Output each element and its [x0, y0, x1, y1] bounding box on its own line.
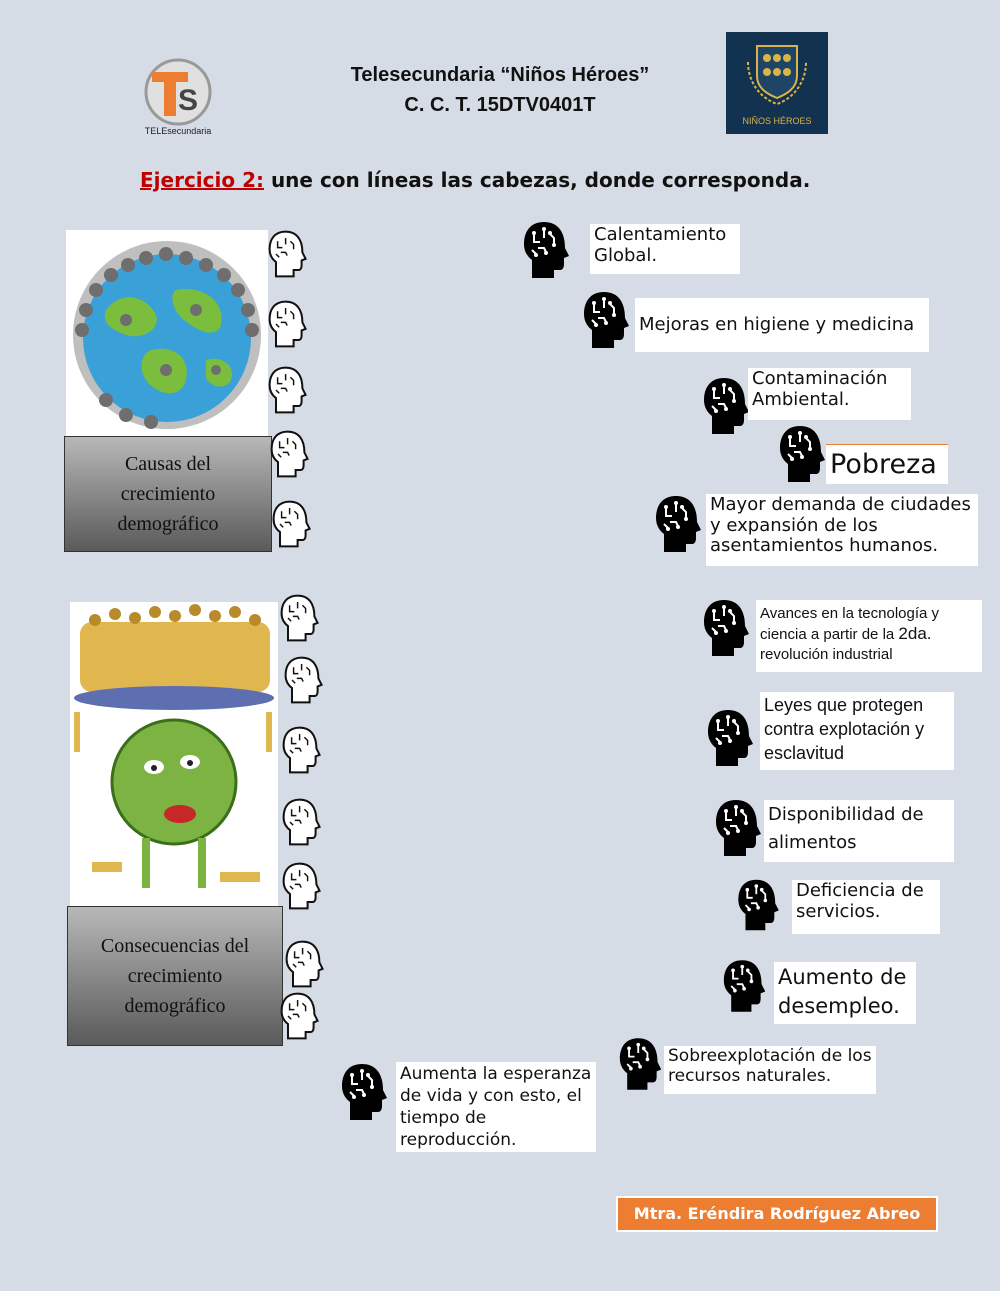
item-contaminacion: Contaminación Ambiental. [748, 368, 911, 420]
head-solid-icon[interactable] [654, 494, 704, 554]
page-title [250, 60, 750, 120]
item-calentamiento: Calentamiento Global. [590, 224, 740, 274]
head-solid-icon[interactable] [702, 598, 752, 658]
causes-label: Causas del crecimiento demográfico [117, 453, 219, 535]
head-solid-icon[interactable] [714, 798, 764, 858]
overpopulation-cartoon-image [70, 602, 278, 906]
head-solid-icon[interactable] [736, 878, 782, 932]
item-sobreexplotacion: Sobreexplotación de los recursos naturales. [664, 1046, 876, 1094]
author-badge: Mtra. Eréndira Rodríguez Abreo [616, 1196, 938, 1232]
ninos-heroes-logo-text: NIÑOS HÉROES [742, 116, 812, 126]
head-solid-icon[interactable] [618, 1036, 664, 1092]
head-outline-icon[interactable] [272, 500, 312, 548]
head-outline-icon[interactable] [282, 862, 322, 910]
head-solid-icon[interactable] [722, 958, 768, 1014]
head-outline-icon[interactable] [280, 594, 320, 642]
head-solid-icon[interactable] [702, 376, 752, 436]
head-solid-icon[interactable] [778, 424, 828, 484]
school-cct: C. C. T. 15DTV0401T [404, 94, 596, 116]
causes-box [64, 436, 272, 552]
globe-icon [66, 230, 268, 436]
ts-logo-icon [138, 58, 218, 126]
overpopulated-globe-image [66, 230, 268, 436]
item-avances-2da: 2da. [898, 624, 932, 643]
head-outline-icon[interactable] [284, 656, 324, 704]
head-outline-icon[interactable] [268, 366, 308, 414]
item-demanda-ciudades: Mayor demanda de ciudades y expansión de los asentamientos humanos. [706, 494, 978, 566]
item-servicios: Deficiencia de servicios. [792, 880, 940, 934]
ninos-heroes-logo [726, 32, 828, 134]
item-desempleo: Aumento de desempleo. [774, 962, 916, 1024]
shield-icon [726, 32, 828, 112]
head-solid-icon[interactable] [522, 220, 572, 280]
school-name: Telesecundaria “Niños Héroes” [350, 64, 650, 86]
cartoon-earth-icon [70, 602, 278, 906]
head-outline-icon[interactable] [268, 300, 308, 348]
exercise-label: Ejercicio 2: [140, 168, 264, 192]
item-avances [756, 600, 982, 672]
item-leyes: Leyes que protegen contra explotación y esclavitud [760, 692, 954, 770]
head-solid-icon[interactable] [582, 290, 632, 350]
telesecundaria-logo [138, 58, 218, 142]
head-solid-icon[interactable] [340, 1062, 390, 1122]
item-avances-line2: revolución industrial [760, 646, 893, 663]
consequences-label: Consecuencias del crecimiento demográfico [100, 935, 250, 1017]
item-higiene: Mejoras en higiene y medicina [635, 298, 929, 352]
head-solid-icon[interactable] [706, 708, 756, 768]
item-esperanza-vida: Aumenta la esperanza de vida y con esto, el tiempo de reproducción. [396, 1062, 596, 1152]
exercise-instruction [140, 168, 810, 192]
svg-text:S: S [178, 84, 199, 117]
item-alimentos: Disponibilidad de alimentos [764, 800, 954, 862]
head-outline-icon[interactable] [282, 798, 322, 846]
consequences-box [67, 906, 283, 1046]
item-pobreza: Pobreza [826, 444, 948, 484]
ts-logo-text: TELEsecundaria [144, 126, 212, 136]
head-outline-icon[interactable] [280, 992, 320, 1040]
item-avances-line1: Avances en la tecnología y ciencia a partir de la [760, 605, 940, 643]
head-outline-icon[interactable] [285, 940, 325, 988]
head-outline-icon[interactable] [270, 430, 310, 478]
head-outline-icon[interactable] [268, 230, 308, 278]
exercise-text: une con líneas las cabezas, donde corresponda. [263, 168, 811, 192]
head-outline-icon[interactable] [282, 726, 322, 774]
